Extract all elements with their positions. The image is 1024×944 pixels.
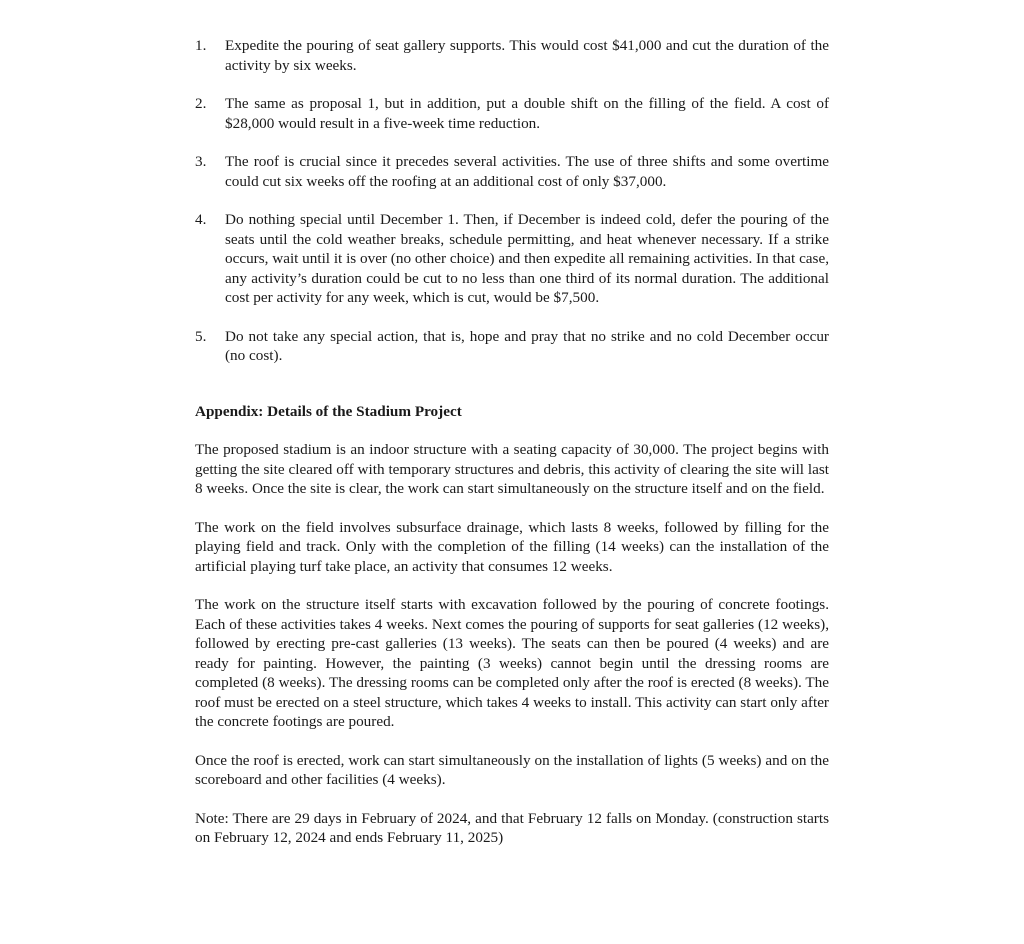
proposal-item-5	[195, 327, 829, 366]
proposal-text: Expedite the pouring of seat gallery supports. This would cost $41,000 and cut the duration of the activity by six weeks.	[225, 37, 829, 74]
proposal-item-1	[195, 36, 829, 75]
appendix-paragraph-roof: Once the roof is erected, work can start simultaneously on the installation of lights (5 weeks) and on the scoreboard and other facilities (4 weeks).	[195, 751, 829, 788]
proposal-text: Do not take any special action, that is, hope and pray that no strike and no cold December occur (no cost).	[225, 327, 829, 364]
appendix-heading: Appendix: Details of the Stadium Project	[195, 402, 462, 420]
proposal-number: 3.	[195, 153, 207, 170]
proposal-item-3	[195, 152, 829, 191]
proposal-text: The roof is crucial since it precedes several activities. The use of three shifts and some overtime could cut six weeks off the roofing at an additional cost of only $37,000.	[225, 153, 829, 190]
proposal-number: 5.	[195, 327, 207, 345]
proposal-item-4	[195, 210, 829, 308]
proposal-text: Do nothing special until December 1. Then, if December is indeed cold, defer the pouring of the seats until the cold weather breaks, schedule permitting, and heat whenever necessary. If a strike occurs, wait until it is over (no other choice) and then expedite all remaining activities. In that case, any activity’s duration could be cut to no less than one third of its normal duration. The additional cost per activity for any week, which is cut, would be $7,500.	[225, 211, 829, 306]
proposal-item-2	[195, 94, 829, 133]
proposal-number: 4.	[195, 211, 207, 228]
document-page	[195, 36, 829, 867]
appendix-paragraph-field: The work on the field involves subsurface drainage, which lasts 8 weeks, followed by filling for the playing field and track. Only with the completion of the filling (14 weeks) can the installation of the artificial playing turf take place, an activity that consumes 12 weeks.	[195, 518, 829, 575]
proposal-number: 1.	[195, 37, 207, 54]
appendix-note: Note: There are 29 days in February of 2024, and that February 12 falls on Monday. (construction starts on February 12, 2024 and ends February 11, 2025)	[195, 809, 829, 846]
proposal-number: 2.	[195, 95, 207, 112]
appendix-paragraph-site: The proposed stadium is an indoor structure with a seating capacity of 30,000. The project begins with getting the site cleared off with temporary structures and debris, this activity of clearing the site will last 8 weeks. Once the site is clear, the work can start simultaneously on the structure itself and on the field.	[195, 441, 829, 497]
appendix-paragraph-structure: The work on the structure itself starts with excavation followed by the pouring of concrete footings. Each of these activities takes 4 weeks. Next comes the pouring of supports for seat galleries (12 weeks), followed by erecting pre-cast galleries (13 weeks). The seats can then be poured (4 weeks) and are ready for painting. However, the painting (3 weeks) cannot begin until the dressing rooms are completed (8 weeks). The dressing rooms can be completed only after the roof is erected (8 weeks). The roof must be erected on a steel structure, which takes 4 weeks to install. This activity can start only after the concrete footings are poured.	[195, 596, 829, 730]
proposal-text: The same as proposal 1, but in addition, put a double shift on the filling of the field. A cost of $28,000 would result in a five-week time reduction.	[225, 95, 829, 132]
